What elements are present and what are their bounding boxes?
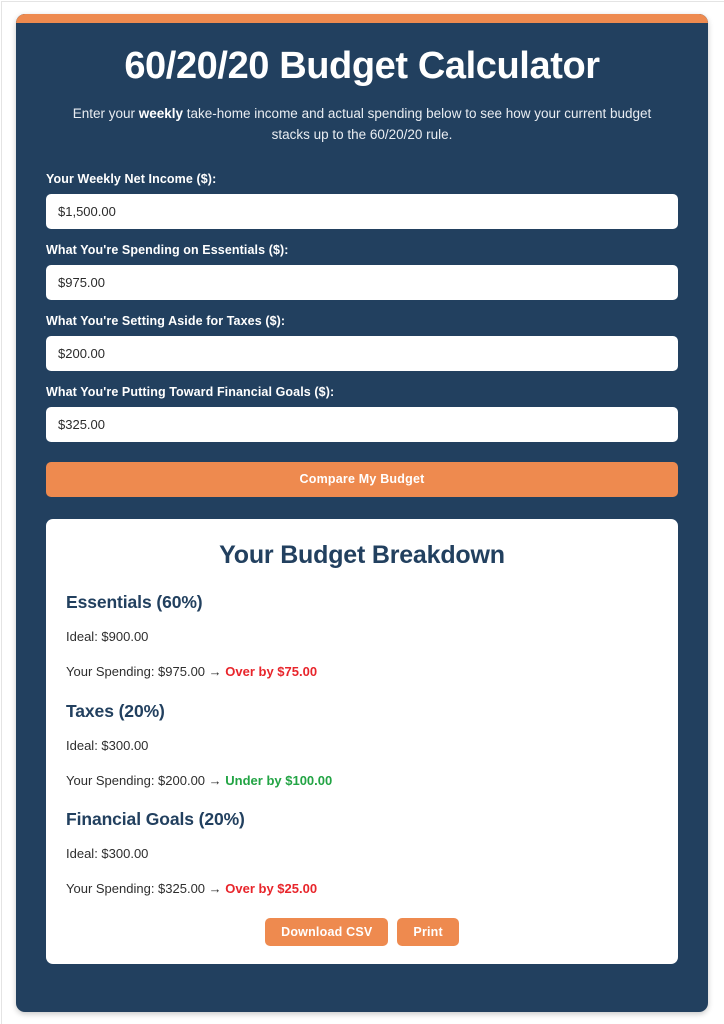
panel-accent-stripe [16, 14, 708, 23]
page-subtitle [53, 103, 671, 146]
print-button[interactable]: Print [397, 918, 458, 946]
submit-row [46, 462, 678, 497]
delta-badge-essentials: Over by $75.00 [225, 663, 318, 679]
card-action-row [66, 918, 658, 946]
input-taxes-setaside[interactable] [46, 336, 678, 371]
category-spending-taxes [66, 773, 658, 790]
label-weekly-net-income: Your Weekly Net Income ($): [46, 171, 217, 186]
budget-form [46, 172, 678, 497]
breakdown-category-financial-goals [66, 809, 658, 898]
subtitle-text-before: Enter your [72, 105, 139, 121]
category-ideal-taxes: Ideal: $300.00 [66, 737, 149, 753]
breakdown-category-taxes [66, 701, 658, 790]
category-ideal-essentials: Ideal: $900.00 [66, 628, 149, 644]
arrow-icon: → [208, 772, 226, 788]
arrow-icon: → [208, 881, 226, 897]
category-spending-essentials [66, 664, 658, 681]
arrow-icon: → [208, 663, 226, 679]
subtitle-text-after: take-home income and actual spending below to see how your current budget stacks up to the 60/20/20 rule. [183, 105, 652, 143]
category-heading-essentials: Essentials (60%) [66, 591, 203, 612]
download-csv-button[interactable]: Download CSV [265, 918, 388, 946]
input-essentials-spending[interactable] [46, 265, 678, 300]
category-ideal-financial-goals: Ideal: $300.00 [66, 846, 149, 862]
delta-badge-taxes: Under by $100.00 [225, 772, 333, 788]
label-essentials-spending: What You're Spending on Essentials ($): [46, 242, 289, 257]
label-financial-goals: What You're Putting Toward Financial Goals ($): [46, 384, 335, 399]
input-financial-goals[interactable] [46, 407, 678, 442]
field-weekly-net-income [46, 172, 678, 229]
category-heading-financial-goals: Financial Goals (20%) [66, 809, 245, 830]
breakdown-category-essentials [66, 592, 658, 681]
category-heading-taxes: Taxes (20%) [66, 700, 165, 721]
calculator-panel [16, 14, 708, 1012]
panel-content [16, 23, 708, 1012]
spending-prefix-essentials: Your Spending: $975.00 [66, 663, 209, 679]
spending-prefix-financial-goals: Your Spending: $325.00 [66, 881, 209, 897]
spending-prefix-taxes: Your Spending: $200.00 [66, 772, 209, 788]
page-title: 60/20/20 Budget Calculator [124, 45, 600, 87]
compare-my-budget-button[interactable]: Compare My Budget [46, 462, 678, 497]
input-weekly-net-income[interactable] [46, 194, 678, 229]
field-essentials-spending [46, 243, 678, 300]
subtitle-emphasis: weekly [138, 105, 184, 121]
delta-badge-financial-goals: Over by $25.00 [225, 881, 318, 897]
label-taxes-setaside: What You're Setting Aside for Taxes ($): [46, 313, 286, 328]
breakdown-title: Your Budget Breakdown [219, 540, 505, 569]
budget-breakdown-card [46, 519, 678, 964]
field-financial-goals [46, 385, 678, 442]
field-taxes-setaside [46, 314, 678, 371]
category-spending-financial-goals [66, 881, 658, 898]
